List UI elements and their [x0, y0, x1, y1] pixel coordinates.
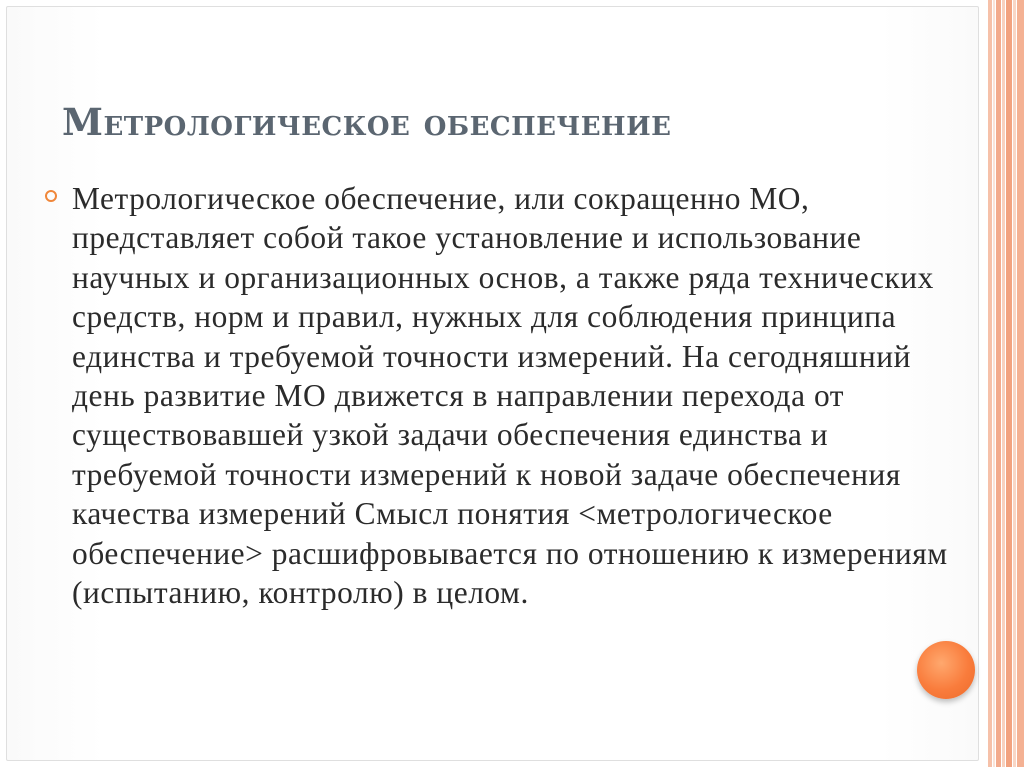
orange-circle-icon: [917, 641, 975, 699]
decorative-stripe: [996, 0, 1001, 767]
decorative-stripe: [1013, 0, 1016, 767]
decorative-stripe: [1017, 0, 1024, 767]
decorative-stripe: [988, 0, 992, 767]
decorative-stripe: [993, 0, 995, 767]
decorative-stripe: [1006, 0, 1012, 767]
slide-title: Метрологическое обеспечение: [62, 100, 672, 144]
slide-body-text: Метрологическое обеспечение, или сокращенно МО, представляет собой такое установление и использование научных и организационных основ, а также ряда технических средств, норм и правил, нужных для соблюдения принципа единства и требуемой точности измерений. На сегодняшний день развитие МО движется в направлении перехода от существовавшей узкой задачи обеспечения единства и требуемой точности измерений к новой задаче обеспечения качества измерений Смысл понятия <метрологическое обеспечение> расшифровывается по отношению к измерениям (испытанию, контролю) в целом.: [72, 181, 948, 611]
decorative-stripe: [1002, 0, 1005, 767]
circle-bullet-icon: [45, 190, 57, 202]
